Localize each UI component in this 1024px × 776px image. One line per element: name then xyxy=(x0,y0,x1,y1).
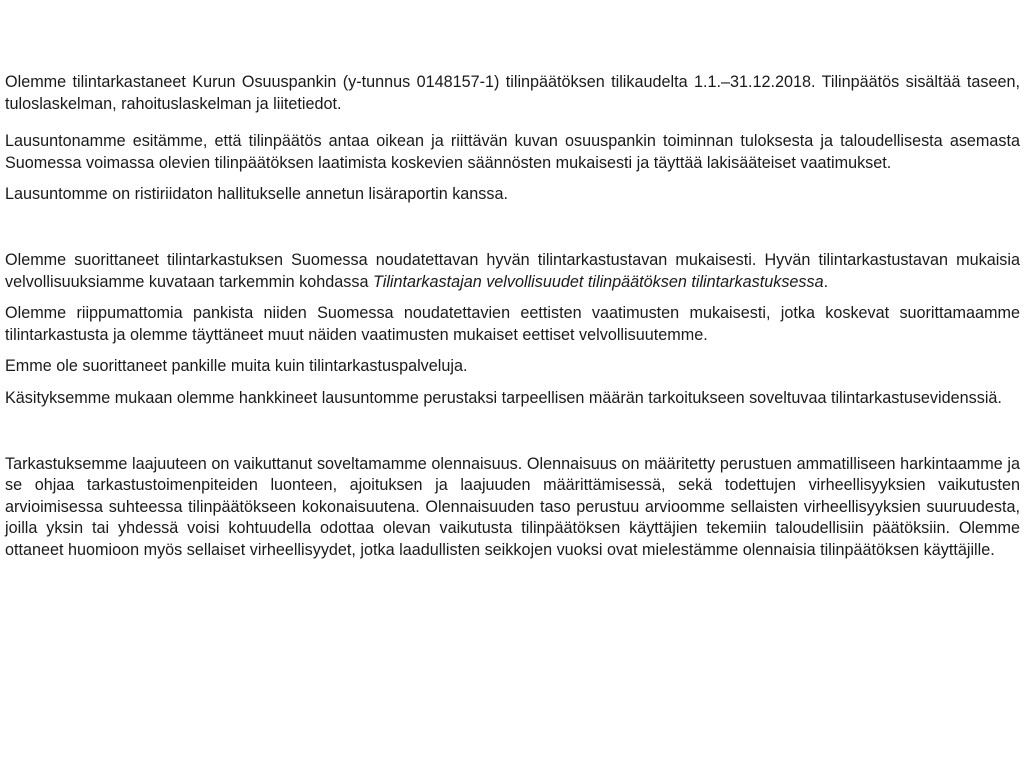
paragraph-basis xyxy=(5,250,1020,293)
paragraph-basis-text: Olemme suorittaneet tilintarkastuksen Suomessa noudatettavan hyvän tilintarkastustavan mukaisesti. Hyvän tilintarkastustavan mukaisia velvollisuuksiamme kuvataan tarkemmin kohdassa xyxy=(5,250,1020,291)
section-gap xyxy=(5,410,1020,454)
paragraph-basis-italic-reference: Tilintarkastajan velvollisuudet tilinpäätöksen tilintarkastuksessa xyxy=(372,272,824,291)
section-gap xyxy=(5,206,1020,250)
paragraph-basis-end: . xyxy=(823,272,829,291)
paragraph-independence: Olemme riippumattomia pankista niiden Suomessa noudatettavien eettisten vaatimusten mukaisesti, jotka koskevat suorittamaamme tilintarkastusta ja olemme täyttäneet muut näiden vaatimusten mukaiset eettiset velvollisuutemme. xyxy=(5,304,1020,344)
paragraph-audit-scope: Olemme tilintarkastaneet Kurun Osuuspankin (y-tunnus 0148157-1) tilinpäätöksen tilikaudelta 1.1.–31.12.2018. Tilinpäätös sisältää taseen, tuloslaskelman, rahoituslaskelman ja liitetiedot. xyxy=(5,73,1020,113)
paragraph-evidence: Käsityksemme mukaan olemme hankkineet lausuntomme perustaksi tarpeellisen määrän tarkoitukseen soveltuvaa tilintarkastusevidenssiä. xyxy=(5,388,1002,407)
paragraph-consistency: Lausuntomme on ristiriidaton hallitukselle annetun lisäraportin kanssa. xyxy=(5,185,508,204)
paragraph-services: Emme ole suorittaneet pankille muita kuin tilintarkastuspalveluja. xyxy=(5,357,468,376)
paragraph-opinion: Lausuntonamme esitämme, että tilinpäätös antaa oikean ja riittävän kuvan osuuspankin toiminnan tuloksesta ja taloudellisesta asemasta Suomessa voimassa olevien tilinpäätöksen laatimista koskevien säännösten mukaisesti ja täyttää lakisääteiset vaatimukset. xyxy=(5,132,1020,172)
document-page xyxy=(5,72,1020,562)
paragraph-materiality: Tarkastuksemme laajuuteen on vaikuttanut soveltamamme olennaisuus. Olennaisuus on määritetty perustuen ammatilliseen harkintaamme ja se ohjaa tarkastustoimenpiteiden luonteen, ajoituksen ja laajuuden määrittämisessä, sekä todettujen virheellisyyksien vaikutusten arvioimisessa suhteessa tilinpäätökseen kokonaisuutena. Olennaisuuden taso perustuu arvioomme sellaisten virheellisyyksien suuruudesta, joilla yksin tai yhdessä voisi kohtuudella odottaa olevan vaikutusta tilinpäätöksen käyttäjien tekemiin taloudellisiin päätöksiin. Olemme ottaneet huomioon myös sellaiset virheellisyydet, jotka laadullisten seikkojen vuoksi ovat mielestämme olennaisia tilinpäätöksen käyttäjille. xyxy=(5,454,1020,559)
